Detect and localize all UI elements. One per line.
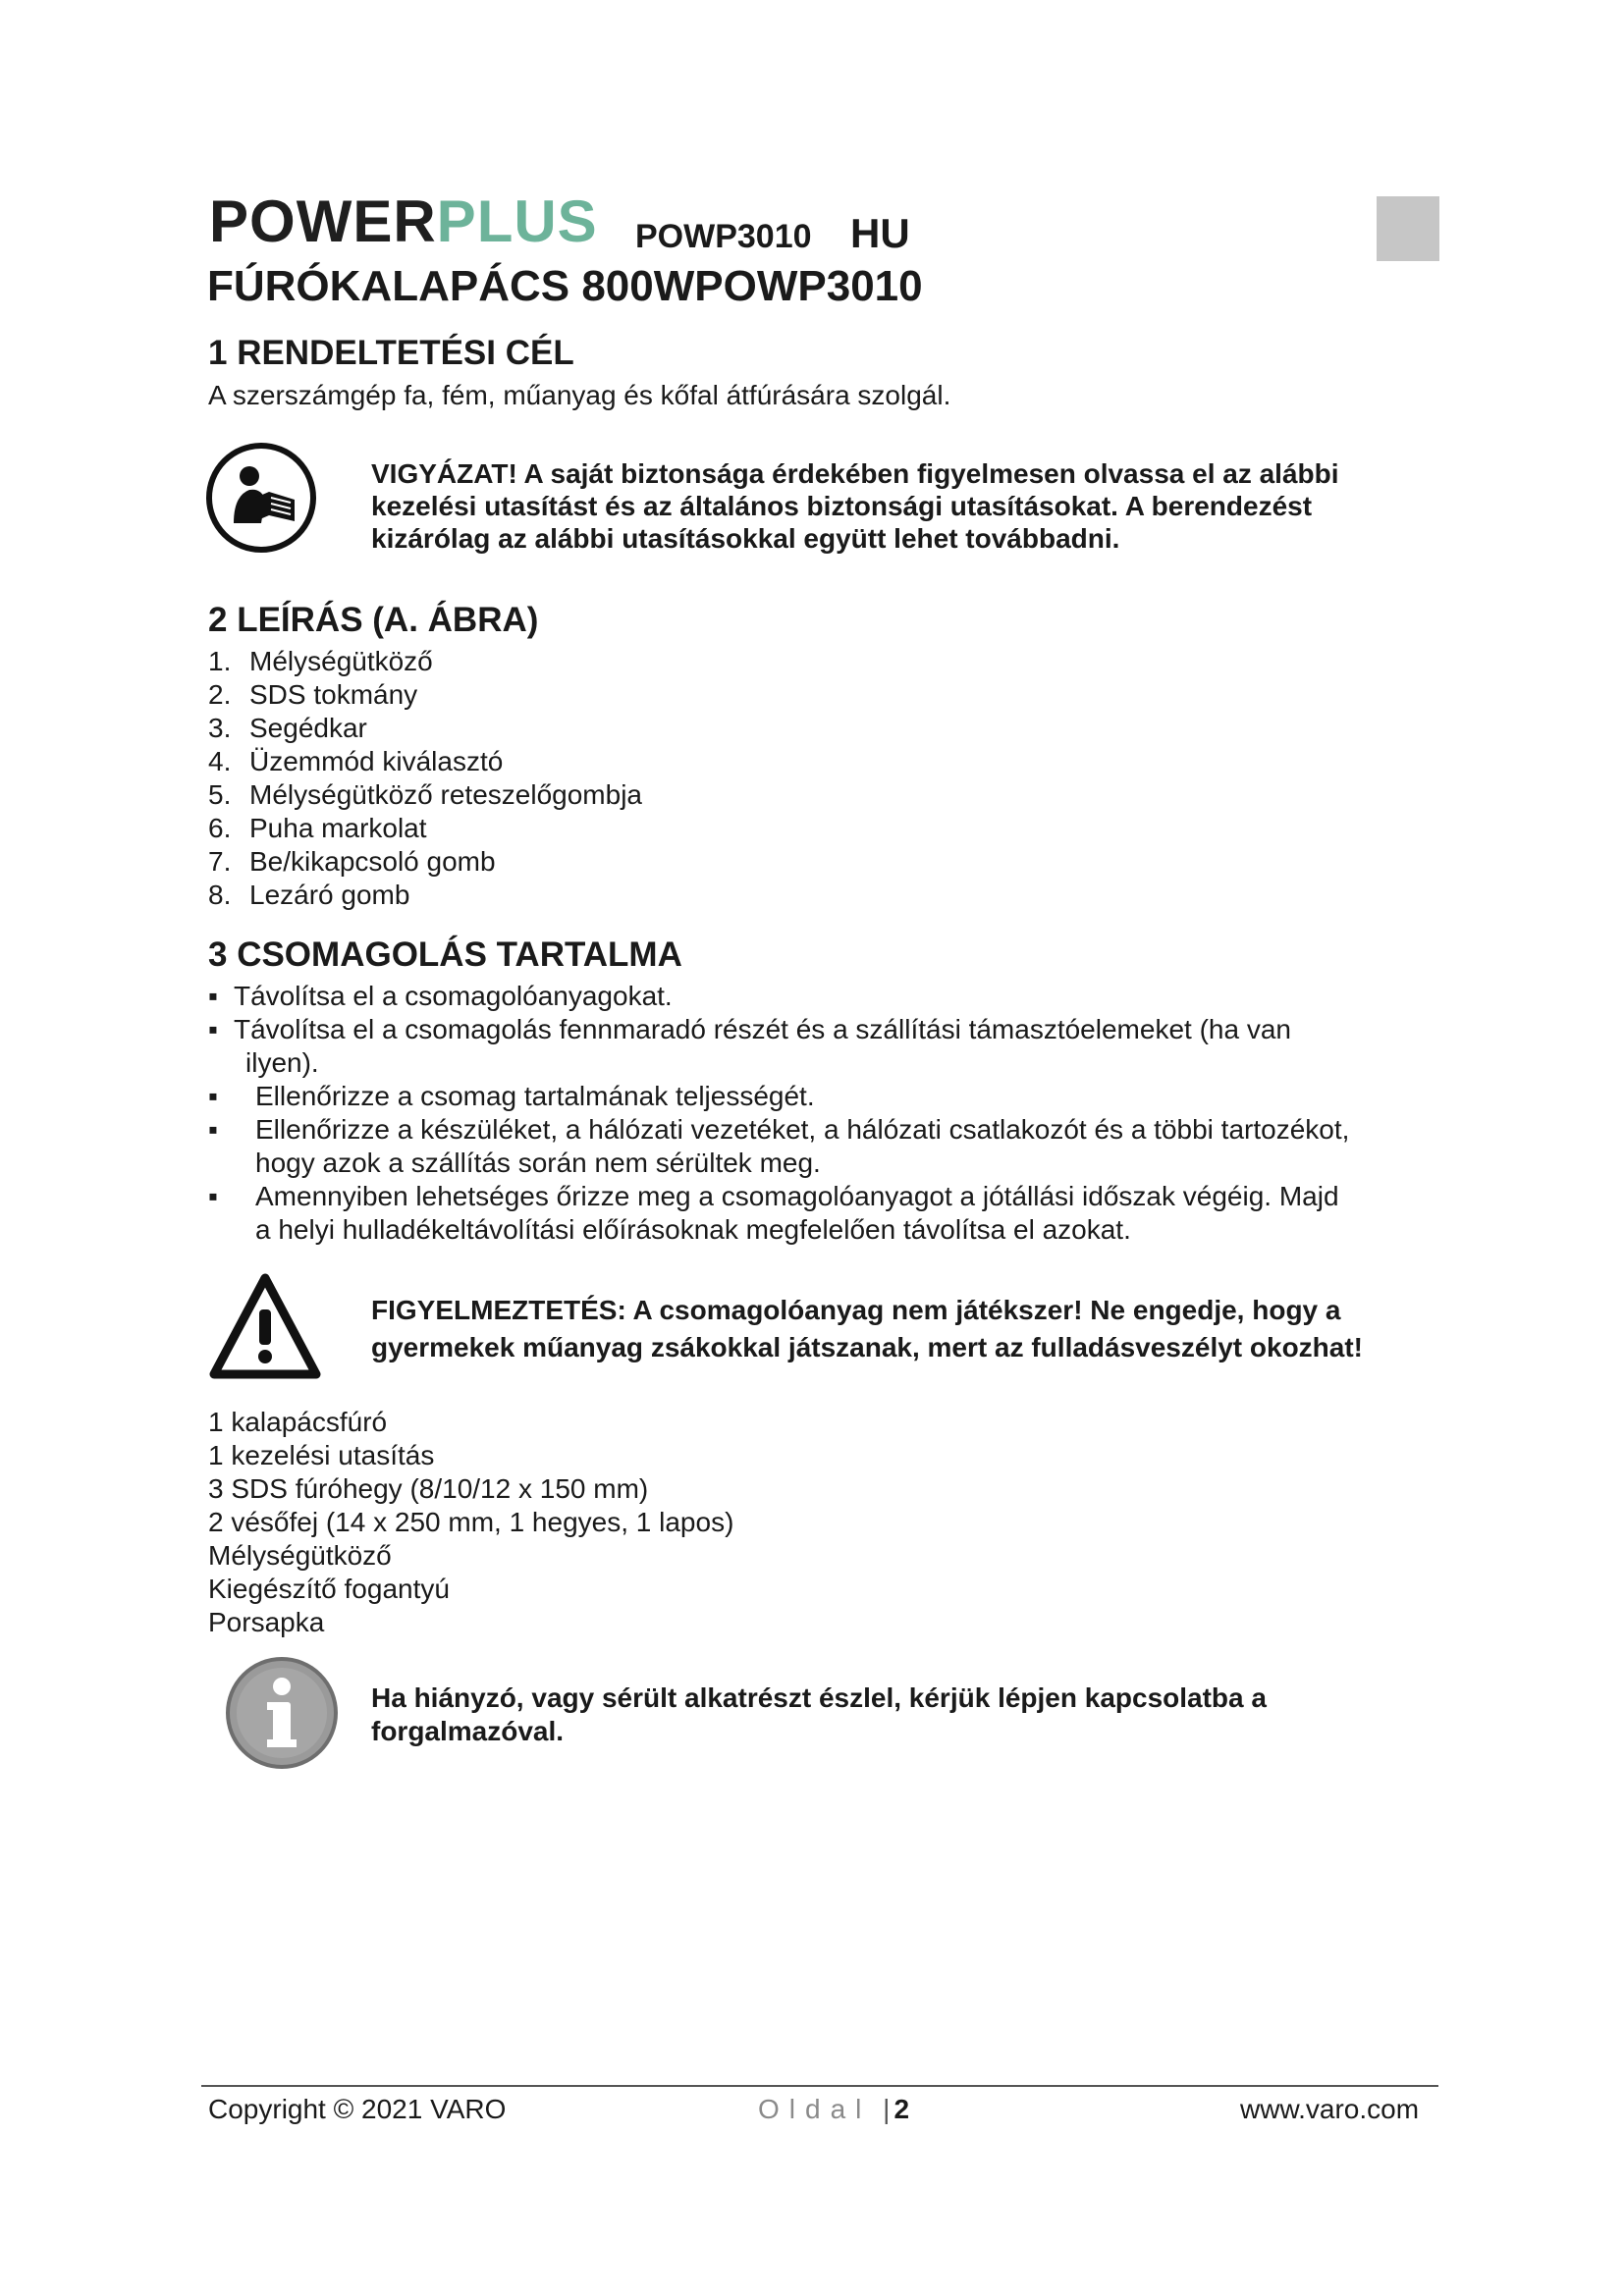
- warning-line: gyermekek műanyag zsákokkal játszanak, mert az fulladásveszélyt okozhat!: [371, 1332, 1364, 1362]
- footer-divider: [201, 2085, 1438, 2087]
- notice-line: Ha hiányzó, vagy sérült alkatrészt észlel, kérjük lépjen kapcsolatba a: [371, 1682, 1267, 1713]
- section-heading-description: 2 LEÍRÁS (A. ÁBRA): [208, 601, 539, 639]
- warning-read-manual: [371, 457, 1339, 555]
- language-code: HU: [850, 210, 910, 256]
- list-item: 3. Segédkar: [208, 713, 367, 743]
- list-item: ▪ Ellenőrizze a készüléket, a hálózati vezetéket, a hálózati csatlakozót és a többi tartozékot, hogy azok a szállítás során nem sérültek meg.: [208, 1114, 1350, 1178]
- list-item: Mélységütköző: [208, 1540, 392, 1571]
- purpose-text: A szerszámgép fa, fém, műanyag és kőfal átfúrására szolgál.: [208, 380, 951, 410]
- list-item: ▪ Távolítsa el a csomagolóanyagokat.: [208, 981, 673, 1011]
- logo-part-power: POWER: [209, 188, 437, 254]
- list-item: 3 SDS fúróhegy (8/10/12 x 150 mm): [208, 1473, 649, 1504]
- document-title: FÚRÓKALAPÁCS 800WPOWP3010: [207, 262, 923, 310]
- read-manual-icon: [204, 441, 318, 555]
- list-item: 1. Mélységütköző: [208, 646, 433, 676]
- list-item: 2. SDS tokmány: [208, 679, 418, 710]
- bullet-icon: ▪: [208, 981, 218, 1011]
- bullet-icon: ▪: [208, 1014, 218, 1044]
- warning-line: kizárólag az alábbi utasításokkal együtt lehet továbbadni.: [371, 523, 1120, 554]
- list-item: 1 kalapácsfúró: [208, 1407, 388, 1437]
- list-item: ▪ Amennyiben lehetséges őrizze meg a csomagolóanyagot a jótállási időszak végéig. Majd a helyi hulladékeltávolítási előírásoknak megfelelően távolítsa el azokat.: [208, 1181, 1339, 1245]
- page-label: Oldal: [758, 2094, 872, 2124]
- warning-line: FIGYELMEZTETÉS: A csomagolóanyag nem játékszer! Ne engedje, hogy a: [371, 1295, 1341, 1325]
- missing-parts-notice: [371, 1682, 1267, 1748]
- footer-page-indicator: [758, 2093, 909, 2126]
- list-item: 7. Be/kikapcsoló gomb: [208, 846, 496, 877]
- logo-part-plus: PLUS: [436, 188, 598, 254]
- info-icon: [224, 1655, 340, 1771]
- list-item: 2 vésőfej (14 x 250 mm, 1 hegyes, 1 lapos): [208, 1507, 734, 1537]
- list-item: 5. Mélységütköző reteszelőgombja: [208, 779, 642, 810]
- powerplus-logo: [209, 188, 598, 254]
- warning-triangle-icon: [208, 1272, 322, 1382]
- list-item: Kiegészítő fogantyú: [208, 1574, 450, 1604]
- language-tab-marker: [1377, 196, 1439, 261]
- warning-line: VIGYÁZAT! A saját biztonsága érdekében figyelmesen olvassa el az alábbi: [371, 458, 1339, 489]
- list-item: 1 kezelési utasítás: [208, 1440, 435, 1470]
- footer-copyright: Copyright © 2021 VARO: [208, 2094, 507, 2124]
- list-item: ▪ Ellenőrizze a csomag tartalmának teljességét.: [208, 1081, 815, 1111]
- model-number: POWP3010: [635, 218, 812, 255]
- list-item: 6. Puha markolat: [208, 813, 427, 843]
- list-item: ▪ Távolítsa el a csomagolás fennmaradó részét és a szállítási támasztóelemeket (ha van ilyen).: [208, 1014, 1291, 1078]
- list-item: 4. Üzemmód kiválasztó: [208, 746, 504, 776]
- list-item: Porsapka: [208, 1607, 325, 1637]
- notice-line: forgalmazóval.: [371, 1716, 565, 1746]
- bullet-icon: ▪: [208, 1181, 218, 1211]
- bullet-icon: ▪: [208, 1114, 218, 1145]
- unpacking-instructions: [208, 980, 1445, 1247]
- page-number: 2: [893, 2094, 910, 2124]
- warning-line: kezelési utasítást és az általános biztonsági utasításokat. A berendezést: [371, 491, 1313, 521]
- package-contents-list: [208, 1406, 733, 1639]
- page-separator: |: [883, 2094, 891, 2124]
- section-heading-package-contents: 3 CSOMAGOLÁS TARTALMA: [208, 935, 682, 974]
- list-item: 8. Lezáró gomb: [208, 880, 410, 910]
- footer-website: www.varo.com: [1240, 2094, 1420, 2124]
- section-heading-purpose: 1 RENDELTETÉSI CÉL: [208, 334, 574, 372]
- parts-list: [208, 645, 642, 912]
- bullet-icon: ▪: [208, 1081, 218, 1111]
- packaging-warning: [371, 1292, 1363, 1366]
